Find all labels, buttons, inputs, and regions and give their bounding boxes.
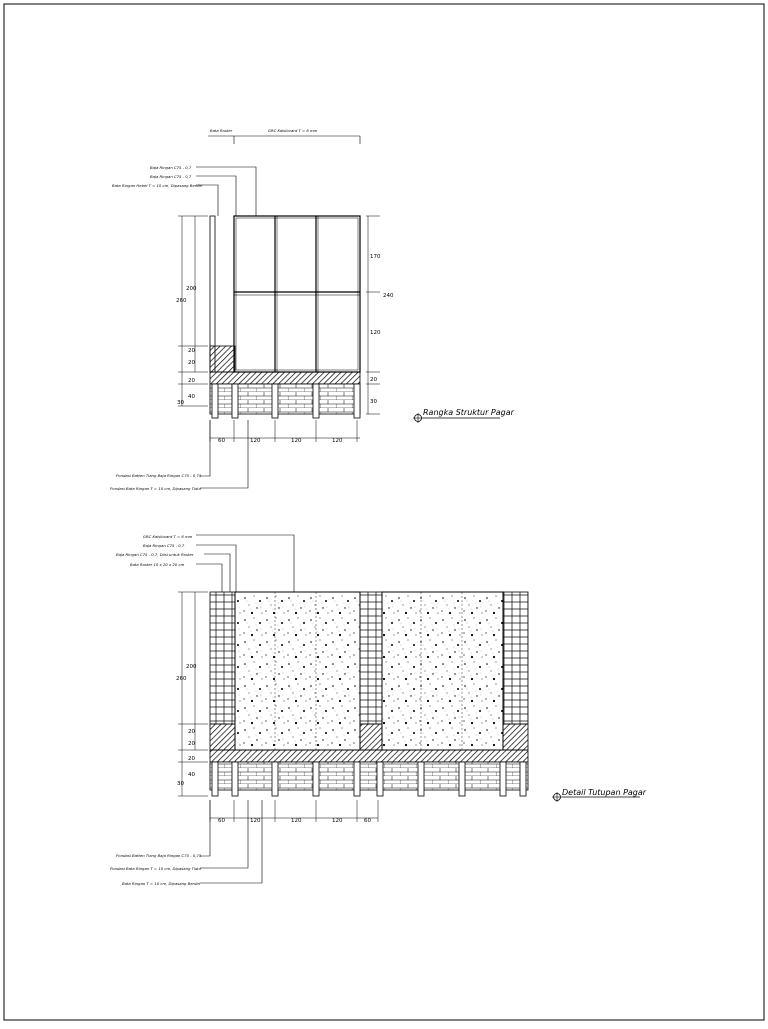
leader-label: Bata Ringan T = 10 cm, Dipasang Berdiri xyxy=(122,881,201,886)
top-label-roster: Bata Roster xyxy=(210,128,233,133)
dim-label: 30 xyxy=(370,399,377,405)
dim-label: 30 xyxy=(177,781,184,787)
dim-label: 120 xyxy=(332,818,343,824)
leader-label: Baja Ringan C75 - 0,7 xyxy=(143,543,185,548)
dim-label: 20 xyxy=(188,348,195,354)
dim-label: 40 xyxy=(188,394,195,400)
leader-label: Pondasi Bata Ringan T = 10 cm, Dipasang Tidur xyxy=(110,486,202,491)
dim-label: 120 xyxy=(291,438,302,444)
dim-label: 20 xyxy=(188,360,195,366)
dim-label: 260 xyxy=(176,676,187,682)
cover-detail-elevation xyxy=(110,534,647,886)
leader-label: Baja Ringan C75 - 0,7, Diisi untuk Roster xyxy=(116,552,194,557)
dim-label: 30 xyxy=(177,400,184,406)
leader-label: Pondasi Bata Ringan T = 10 cm, Dipasang Tidur xyxy=(110,866,202,871)
dim-label: 60 xyxy=(218,438,225,444)
leader-label: GRC Kalsiboard T = 6 mm xyxy=(143,534,193,539)
dim-label: 60 xyxy=(364,818,371,824)
dim-label: 120 xyxy=(291,818,302,824)
dim-label: 120 xyxy=(370,330,381,336)
dim-label: 120 xyxy=(250,438,261,444)
leader-label: Pondasi Batten Tiang Baja Ringan C75 - 0,75 xyxy=(116,473,202,478)
leader-label: Bata Roster 10 x 20 x 20 cm xyxy=(130,562,185,567)
drawing-title: Rangka Struktur Pagar xyxy=(423,408,514,417)
dim-label: 120 xyxy=(332,438,343,444)
dim-label: 20 xyxy=(188,729,195,735)
dim-label: 40 xyxy=(188,772,195,778)
dim-label: 200 xyxy=(186,664,197,670)
dim-label: 120 xyxy=(250,818,261,824)
leader-label: Baja Ringan C75 - 0,7 xyxy=(150,174,192,179)
dim-label: 20 xyxy=(188,741,195,747)
dim-label: 240 xyxy=(383,293,394,299)
leader-label: Baja Ringan C75 - 0,7 xyxy=(150,165,192,170)
dim-label: 260 xyxy=(176,298,187,304)
dim-label: 20 xyxy=(188,378,195,384)
structure-elevation xyxy=(110,128,515,491)
dim-label: 20 xyxy=(370,377,377,383)
drawing-title: Detail Tutupan Pagar xyxy=(562,788,647,797)
dim-label: 200 xyxy=(186,286,197,292)
top-label-grc: GRC Kalsiboard T = 6 mm xyxy=(268,128,318,133)
dim-label: 60 xyxy=(218,818,225,824)
dim-label: 20 xyxy=(188,756,195,762)
leader-label: Bata Ringan Hebel T = 10 cm, Dipasang Berdiri xyxy=(112,183,203,188)
leader-label: Pondasi Batten Tiang Baja Ringan C75 - 0,75 xyxy=(116,853,202,858)
dim-label: 170 xyxy=(370,254,381,260)
